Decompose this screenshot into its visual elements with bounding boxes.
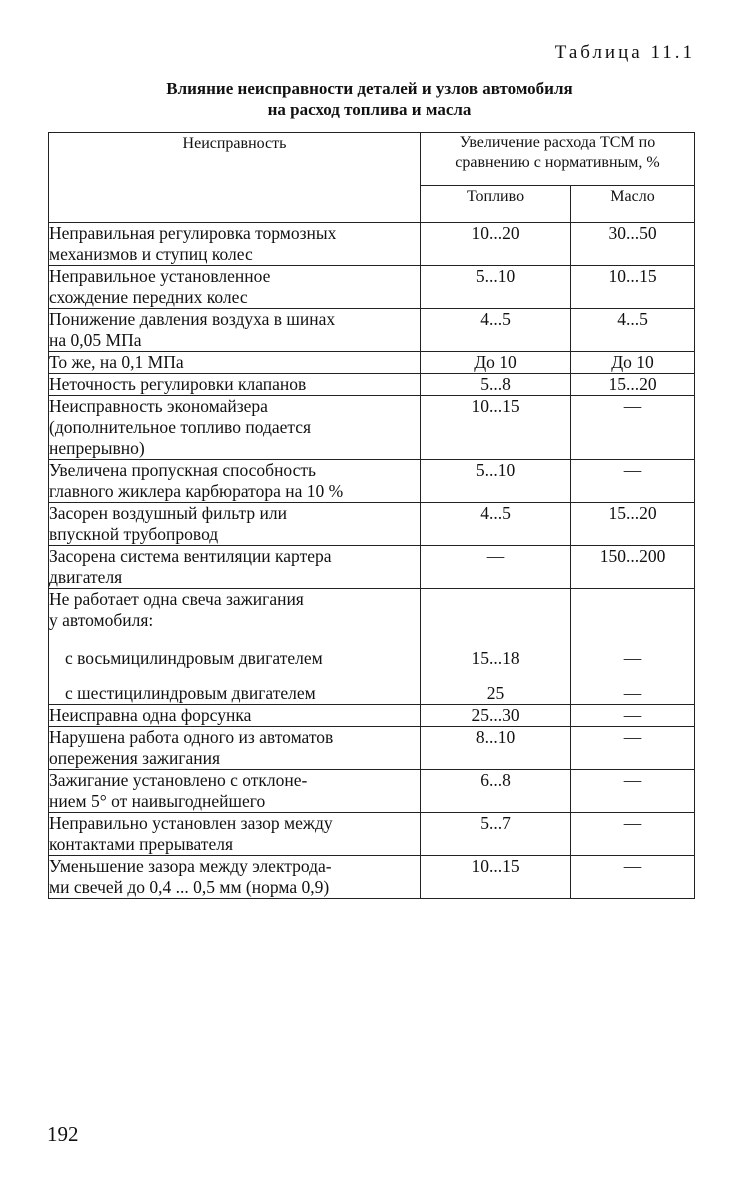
- fault-description-line: нием 5° от наивыгоднейшего: [49, 791, 266, 811]
- table-row: [49, 223, 695, 266]
- fuel-increase-value: 5...10: [421, 460, 571, 503]
- fault-description-line: Неправильное установленное: [49, 266, 271, 286]
- table-row: [49, 770, 695, 813]
- fault-description-line: Неисправна одна форсунка: [49, 705, 252, 725]
- fault-subcase-label: с шестицилиндровым двигателем: [65, 683, 316, 703]
- fault-description-line: ми свечей до 0,4 ... 0,5 мм (норма 0,9): [49, 877, 330, 897]
- fault-description-line: Засорена система вентиляции картера: [49, 546, 332, 566]
- fault-description: [49, 770, 421, 813]
- fault-description-line: впускной трубопровод: [49, 524, 219, 544]
- fault-description-line: (дополнительное топливо подается: [49, 417, 312, 437]
- fault-description: [49, 352, 421, 374]
- fault-description-line: Неправильно установлен зазор между: [49, 813, 333, 833]
- oil-increase-value: —: [571, 705, 695, 727]
- fault-description-line: Увеличена пропускная способность: [49, 460, 317, 480]
- fuel-increase-value: 10...15: [421, 856, 571, 899]
- fault-description: [49, 589, 421, 705]
- fault-description: [49, 856, 421, 899]
- fuel-increase-column: [421, 589, 571, 705]
- table-number-label: Таблица 11.1: [554, 42, 695, 63]
- fault-description-line: Уменьшение зазора между электрода-: [49, 856, 332, 876]
- fault-description-line: главного жиклера карбюратора на 10 %: [49, 481, 344, 501]
- oil-increase-value: —: [571, 396, 695, 460]
- fault-description: [49, 223, 421, 266]
- fault-description-line: контактами прерывателя: [49, 834, 234, 854]
- fault-subcase-label: с восьмицилиндровым двигателем: [65, 648, 323, 668]
- fault-description-line: Засорен воздушный фильтр или: [49, 503, 287, 523]
- oil-increase-value: —: [571, 813, 695, 856]
- fault-description-line: То же, на 0,1 МПа: [49, 352, 184, 372]
- table-row: [49, 503, 695, 546]
- table-row: [49, 309, 695, 352]
- fault-description: [49, 309, 421, 352]
- fault-description-line: Нарушена работа одного из автоматов: [49, 727, 334, 747]
- table-row: [49, 546, 695, 589]
- oil-increase-value: —: [571, 460, 695, 503]
- fuel-increase-value: 5...7: [421, 813, 571, 856]
- fault-description-line: у автомобиля:: [49, 610, 154, 630]
- table-row: [49, 856, 695, 899]
- fault-description: [49, 266, 421, 309]
- fuel-increase-value: 25...30: [421, 705, 571, 727]
- fault-description-line: Не работает одна свеча зажигания: [49, 589, 304, 609]
- fuel-increase-value: 15...18: [471, 648, 520, 668]
- spacer: [571, 589, 694, 648]
- header-fuel: Топливо: [421, 186, 571, 223]
- fuel-increase-value: 4...5: [421, 309, 571, 352]
- oil-increase-value: —: [571, 856, 695, 899]
- fault-description: [49, 503, 421, 546]
- spacer: [421, 589, 570, 648]
- oil-increase-value: До 10: [571, 352, 695, 374]
- page-number: 192: [47, 1122, 79, 1146]
- fuel-increase-value: 6...8: [421, 770, 571, 813]
- fuel-increase-value: 8...10: [421, 727, 571, 770]
- oil-increase-value: 4...5: [571, 309, 695, 352]
- fault-description-line: механизмов и ступиц колес: [49, 244, 253, 264]
- oil-increase-value: 30...50: [571, 223, 695, 266]
- fault-description: [49, 396, 421, 460]
- fault-description-line: Неправильная регулировка тормозных: [49, 223, 337, 243]
- header-increase-line-2: сравнению с нормативным, %: [455, 154, 660, 171]
- table-row: [49, 374, 695, 396]
- header-increase-line-1: Увеличение расхода ТСМ по: [459, 134, 656, 151]
- fuel-increase-value: 25: [486, 683, 505, 703]
- table-row: [49, 727, 695, 770]
- table-title: [0, 78, 739, 120]
- oil-increase-value: —: [623, 648, 642, 668]
- fuel-increase-value: 10...15: [421, 396, 571, 460]
- header-fault: Неисправность: [49, 133, 421, 223]
- fault-description: [49, 460, 421, 503]
- table-row: [49, 266, 695, 309]
- fault-description-line: непрерывно): [49, 438, 145, 458]
- table-row: [49, 705, 695, 727]
- table-body: [49, 223, 695, 899]
- table-row: [49, 396, 695, 460]
- oil-increase-value: 15...20: [571, 503, 695, 546]
- fault-description-line: схождение передних колес: [49, 287, 248, 307]
- oil-increase-value: 15...20: [571, 374, 695, 396]
- fault-description-line: двигателя: [49, 567, 123, 587]
- table-title-line-1: Влияние неисправности деталей и узлов автомобиля: [166, 79, 573, 98]
- table-row-spark-plug-group: [49, 589, 695, 705]
- fuel-increase-value: 5...8: [421, 374, 571, 396]
- oil-increase-value: —: [571, 770, 695, 813]
- oil-increase-column: [571, 589, 695, 705]
- fuel-increase-value: До 10: [421, 352, 571, 374]
- oil-increase-value: 150...200: [571, 546, 695, 589]
- fault-description: [49, 546, 421, 589]
- header-oil: Масло: [571, 186, 695, 223]
- table-row: [49, 460, 695, 503]
- fault-description: [49, 374, 421, 396]
- fault-description: [49, 705, 421, 727]
- fault-description: [49, 813, 421, 856]
- oil-increase-value: —: [623, 683, 642, 703]
- fuel-increase-value: 10...20: [421, 223, 571, 266]
- fuel-increase-value: 5...10: [421, 266, 571, 309]
- fault-description-line: опережения зажигания: [49, 748, 221, 768]
- fault-description-line: Неточность регулировки клапанов: [49, 374, 307, 394]
- oil-increase-value: 10...15: [571, 266, 695, 309]
- table-row: [49, 813, 695, 856]
- header-increase: [421, 133, 695, 186]
- fault-description-line: Понижение давления воздуха в шинах: [49, 309, 336, 329]
- fault-description-line: Неисправность экономайзера: [49, 396, 268, 416]
- fault-description: [49, 727, 421, 770]
- fault-consumption-table: [48, 132, 695, 899]
- oil-increase-value: —: [571, 727, 695, 770]
- fuel-increase-value: —: [421, 546, 571, 589]
- table-title-line-2: на расход топлива и масла: [267, 100, 472, 119]
- fault-description-line: Зажигание установлено с отклоне-: [49, 770, 308, 790]
- fuel-increase-value: 4...5: [421, 503, 571, 546]
- fault-description-line: на 0,05 МПа: [49, 330, 142, 350]
- table-row: [49, 352, 695, 374]
